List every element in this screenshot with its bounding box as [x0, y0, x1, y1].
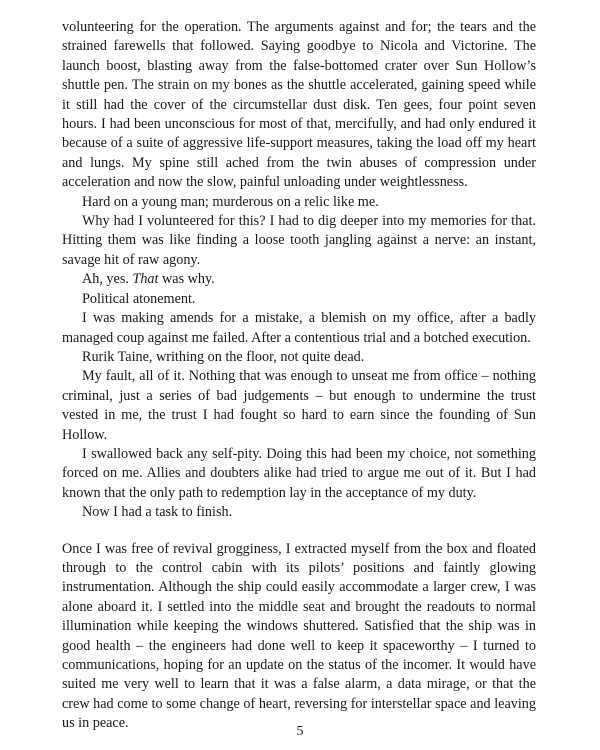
paragraph-4: [62, 270, 536, 289]
paragraph-6: I was making amends for a mistake, a blemish on my office, after a badly managed coup against me failed. After a contentious trial and a botched execution.: [62, 310, 536, 346]
paragraph-2: Hard on a young man; murderous on a relic like me.: [82, 193, 379, 210]
paragraph-4-pre: Ah, yes.: [82, 271, 133, 288]
page-number: 5: [296, 724, 304, 739]
paragraph-3: Why had I volunteered for this? I had to dig deeper into my memories for that. Hitting them was like finding a loose tooth jangling against a nerve: an instant, savage hit of raw agony.: [62, 213, 536, 268]
paragraph-7: Rurik Taine, writhing on the floor, not quite dead.: [82, 348, 365, 365]
book-page: [62, 18, 536, 734]
paragraph-9: I swallowed back any self-pity. Doing this had been my choice, not something forced on me. Allies and doubters alike had tried to argue me out of it. But I had known that the only path to redemption lay in the acceptance of my duty.: [62, 445, 536, 501]
paragraph-5: Political atonement.: [82, 290, 196, 307]
paragraph-4-emphasis: That: [132, 271, 159, 288]
paragraph-1: volunteering for the operation. The arguments against and for; the tears and the strained farewells that followed. Saying goodbye to Nicola and Victorine. The launch boost, blasting away from the false-bottomed crater over Sun Hollow’s shuttle pen. The strain on my bones as the shuttle accelerated, gaining speed while it still had the cover of the circumstellar dust disk. Ten gees, four point seven hours. I had been unconscious for most of that, mercifully, and had only endured it because of a suite of aggressive life-support measures, taking the load off my heart and lungs. My spine still ached from the twin abuses of compression under acceleration and now the slow, painful unloading under weightlessness.: [62, 19, 536, 191]
paragraph-11: Once I was free of revival grogginess, I extracted myself from the box and floated through to the control cabin with its pilots’ positions and faintly glowing instrumentation. Although the ship could easily accommodate a larger crew, I was alone aboard it. I settled into the middle seat and brought the readouts to normal illumination while keeping the windows shuttered. Satisfied that the ship was in good health – the engineers had done well to keep it spaceworthy – I turned to communications, hoping for an update on the status of the incomer. It would have suited me very well to learn that it was a false alarm, a data mirage, or that the crew had come to some change of heart, reversing for interstellar space and leaving us in peace.: [62, 540, 536, 732]
paragraph-8: My fault, all of it. Nothing that was enough to unseat me from office – nothing criminal, just a series of bad judgements – but enough to undermine the trust vested in me, the trust I had fought so hard to earn since the founding of Sun Hollow.: [62, 368, 536, 443]
paragraph-10: Now I had a task to finish.: [82, 504, 233, 521]
section-break: [62, 523, 536, 540]
paragraph-4-post: was why.: [158, 271, 215, 288]
